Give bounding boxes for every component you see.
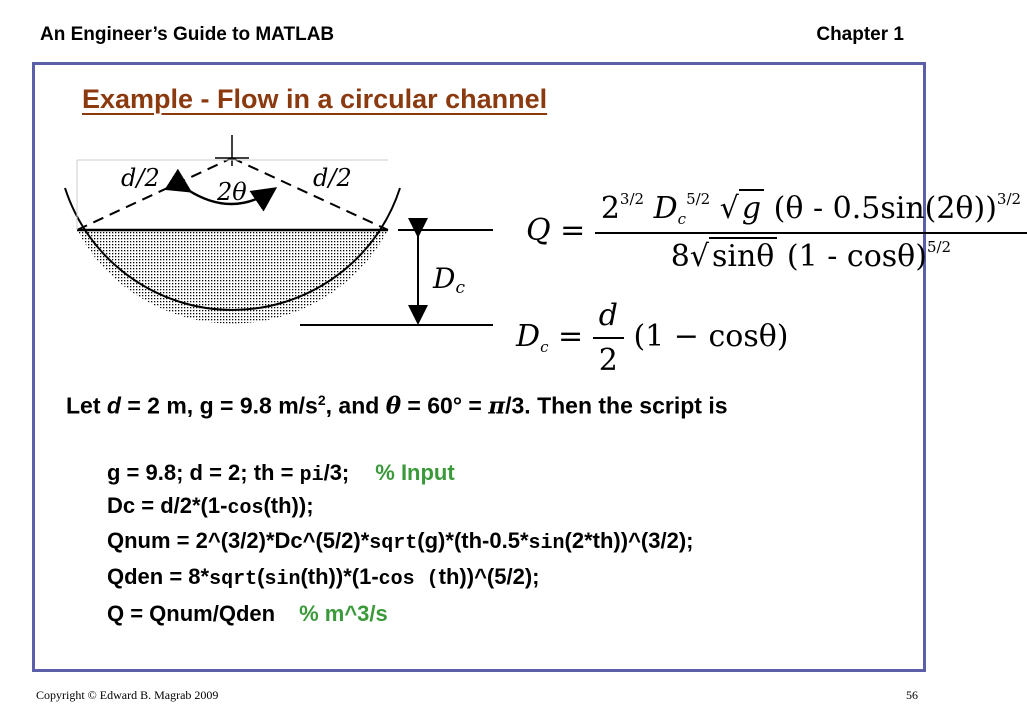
equation-q xyxy=(526,190,1027,274)
radius-line-right xyxy=(232,158,388,230)
eq-num-d: D xyxy=(653,191,678,226)
slide-title: Example - Flow in a circular channel xyxy=(82,84,548,114)
eq-num-d-sub: c xyxy=(677,210,687,228)
footer-page-number: 56 xyxy=(906,688,918,702)
given-values-line: Let d = 2 m, g = 9.8 $m/s^2$, and θ = 60° = π/3. Then the script is xyxy=(66,392,728,420)
channel-diagram xyxy=(55,130,505,350)
eq-num-body: (θ - 0.5sin(2θ)) xyxy=(773,191,997,226)
code-line-2: Dc = d/2*(1-cos(th)); xyxy=(107,493,314,520)
footer-copyright: Copyright © Edward B. Magrab 2009 xyxy=(36,688,219,702)
eq-den-body: (1 - cosθ) xyxy=(786,239,927,274)
code-line-1: g = 9.8; d = 2; th = pi/3; % Input xyxy=(107,460,455,487)
eq-den-base: 8 xyxy=(670,239,690,274)
eq-dc-fraction xyxy=(593,298,624,378)
code-comment-input: % Input xyxy=(375,460,455,485)
label-half-diameter-right: d/2 xyxy=(313,164,352,192)
eq-den-exp: 5/2 xyxy=(926,238,952,256)
eq-dc-equals: = xyxy=(558,319,584,354)
code-line-3: Qnum = 2^(3/2)*Dc^(5/2)*sqrt(g)*(th-0.5*sin(2*th))^(3/2); xyxy=(107,528,694,555)
code-line-5: Q = Qnum/Qden % m^3/s xyxy=(107,601,388,626)
label-angle: 2θ xyxy=(217,178,247,206)
eq-dc-lhs: D xyxy=(516,319,541,354)
eq-q-denominator: 8√ sinθ (1 - cosθ)$^{5/2}$ xyxy=(670,238,952,274)
eq-q-numerator: $2^{3/2}$ $D_c^{5/2}$ √ g (θ - 0.5sin(2θ))$^{3/2}$ xyxy=(595,190,1027,234)
header-chapter: Chapter 1 xyxy=(816,24,904,45)
eq-q-lhs: Q = xyxy=(526,213,586,248)
eq-num-base-exp: 3/2 xyxy=(619,190,645,208)
equation-dc xyxy=(516,298,789,378)
eq-num-g: g xyxy=(741,191,762,226)
eq-num-base: 2 xyxy=(600,191,620,226)
label-half-diameter-left: d/2 xyxy=(121,164,160,192)
eq-dc-numerator: d xyxy=(593,298,624,339)
eq-num-d-exp: 5/2 xyxy=(686,190,711,208)
label-depth: Dc xyxy=(433,262,465,298)
eq-den-rad: sinθ xyxy=(709,237,777,274)
eq-q-fraction xyxy=(595,190,1027,274)
eq-dc-lhs-sub: c xyxy=(540,338,549,356)
eq-dc-denominator: 2 xyxy=(598,343,618,378)
code-comment-units: % m^3/s xyxy=(299,601,388,626)
eq-num-exp: 3/2 xyxy=(996,190,1022,208)
eq-dc-body: (1 − cosθ) xyxy=(633,319,789,354)
header-book-title: An Engineer’s Guide to MATLAB xyxy=(40,24,335,45)
code-line-4: Qden = 8*sqrt(sin(th))*(1-cos (th))^(5/2); xyxy=(107,564,540,591)
